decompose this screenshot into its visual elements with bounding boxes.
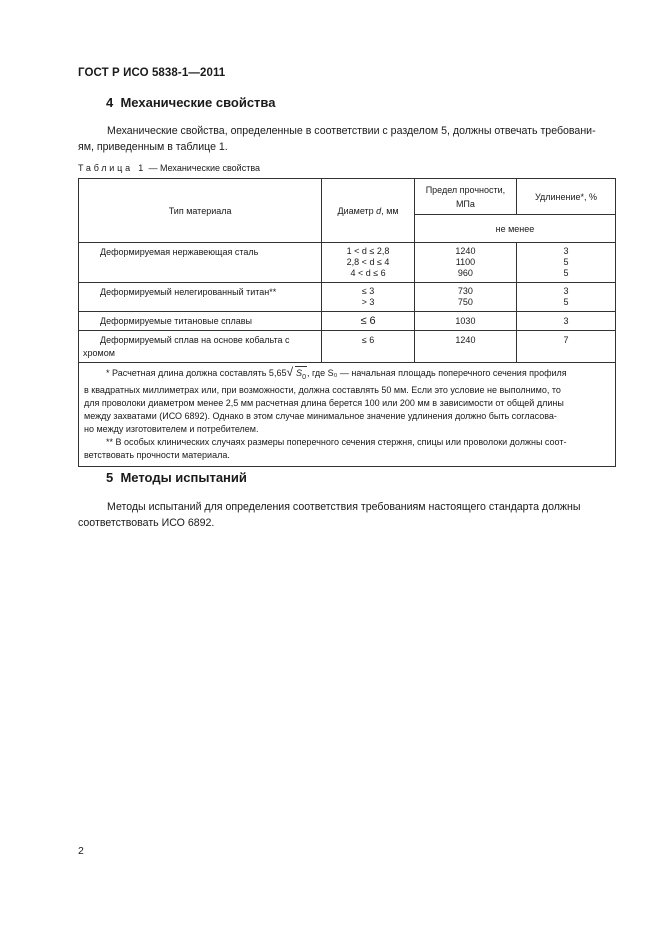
header-diameter: Диаметр d, мм xyxy=(322,179,415,243)
row-material: Деформируемая нержавеющая сталь xyxy=(79,243,322,283)
section-4-paragraph xyxy=(78,123,615,155)
paragraph-line: ям, приведенным в таблице 1. xyxy=(78,141,228,153)
table-header-row xyxy=(79,179,616,215)
note-1-line: но между изготовителем и потребителем. xyxy=(84,423,259,434)
table-notes-row xyxy=(79,363,616,467)
row-material: Деформируемые титановые сплавы xyxy=(79,312,322,331)
section-number: 5 xyxy=(106,470,114,485)
section-number: 4 xyxy=(106,95,114,110)
note-1-line: между захватами (ИСО 6892). Однако в этом случае минимальное значение удлинения должно быть согласова- xyxy=(84,410,557,421)
note-1: * Расчетная длина должна составлять 5,65√ $S_0$, где S₀ — начальная площадь поперечного сечения профиля xyxy=(84,366,610,384)
table-notes xyxy=(79,363,616,467)
section-5-heading xyxy=(106,470,247,485)
row-diameters: ≤ 6 xyxy=(322,331,415,363)
row-diameters: ≤ 3 > 3 xyxy=(322,283,415,312)
row-strengths: 1240 1100 960 xyxy=(414,243,516,283)
section-title: Методы испытаний xyxy=(120,470,247,485)
document-header: ГОСТ Р ИСО 5838-1—2011 xyxy=(78,67,226,79)
header-strength: Предел прочности, МПа xyxy=(414,179,516,215)
row-elongations: 7 xyxy=(517,331,616,363)
table-row xyxy=(79,283,616,312)
paragraph-line: соответствовать ИСО 6892. xyxy=(78,517,215,529)
header-min-label: не менее xyxy=(414,215,615,243)
row-elongations: 3 5 xyxy=(517,283,616,312)
header-elongation: Удлинение*, % xyxy=(517,179,616,215)
table-caption-separator: — xyxy=(146,163,161,173)
paragraph-line: Методы испытаний для определения соответствия требованиям настоящего стандарта должны xyxy=(107,501,581,513)
row-strengths: 1240 xyxy=(414,331,516,363)
note-1-line: для проволоки диаметром менее 2,5 мм расчетная длина берется 100 или 200 мм в зависимости от общей длины xyxy=(84,397,564,408)
note-2: ** В особых клинических случаях размеры поперечного сечения стержня, спицы или проволоки должны соот- xyxy=(106,436,567,447)
page-number: 2 xyxy=(78,845,84,857)
table-caption-title: Механические свойства xyxy=(160,163,261,173)
table-row xyxy=(79,312,616,331)
section-5-paragraph xyxy=(78,499,615,531)
table-caption-label: Таблица 1 xyxy=(78,163,146,173)
row-strengths: 730 750 xyxy=(414,283,516,312)
row-strengths: 1030 xyxy=(414,312,516,331)
row-elongations: 3 5 5 xyxy=(517,243,616,283)
row-diameters: 1 < d ≤ 2,8 2,8 < d ≤ 4 4 < d ≤ 6 xyxy=(322,243,415,283)
table-row xyxy=(79,243,616,283)
row-material: Деформируемый нелегированный титан** xyxy=(79,283,322,312)
section-4-heading xyxy=(106,95,275,110)
note-2-line: ветствовать прочности материала. xyxy=(84,449,230,460)
note-1-line: в квадратных миллиметрах или, при возможности, должна составлять 50 мм. Если это условие не выполнимо, то xyxy=(84,384,561,395)
paragraph-line: Механические свойства, определенные в соответствии с разделом 5, должны отвечать требовани- xyxy=(107,125,596,137)
table-row xyxy=(79,331,616,363)
row-diameters: ≤ 6 xyxy=(322,312,415,331)
row-elongations: 3 xyxy=(517,312,616,331)
section-title: Механические свойства xyxy=(120,95,276,110)
table-caption xyxy=(78,163,260,173)
mechanical-properties-table xyxy=(78,178,616,467)
row-material: Деформируемый сплав на основе кобальта с хромом xyxy=(79,331,322,363)
header-material: Тип материала xyxy=(79,179,322,243)
